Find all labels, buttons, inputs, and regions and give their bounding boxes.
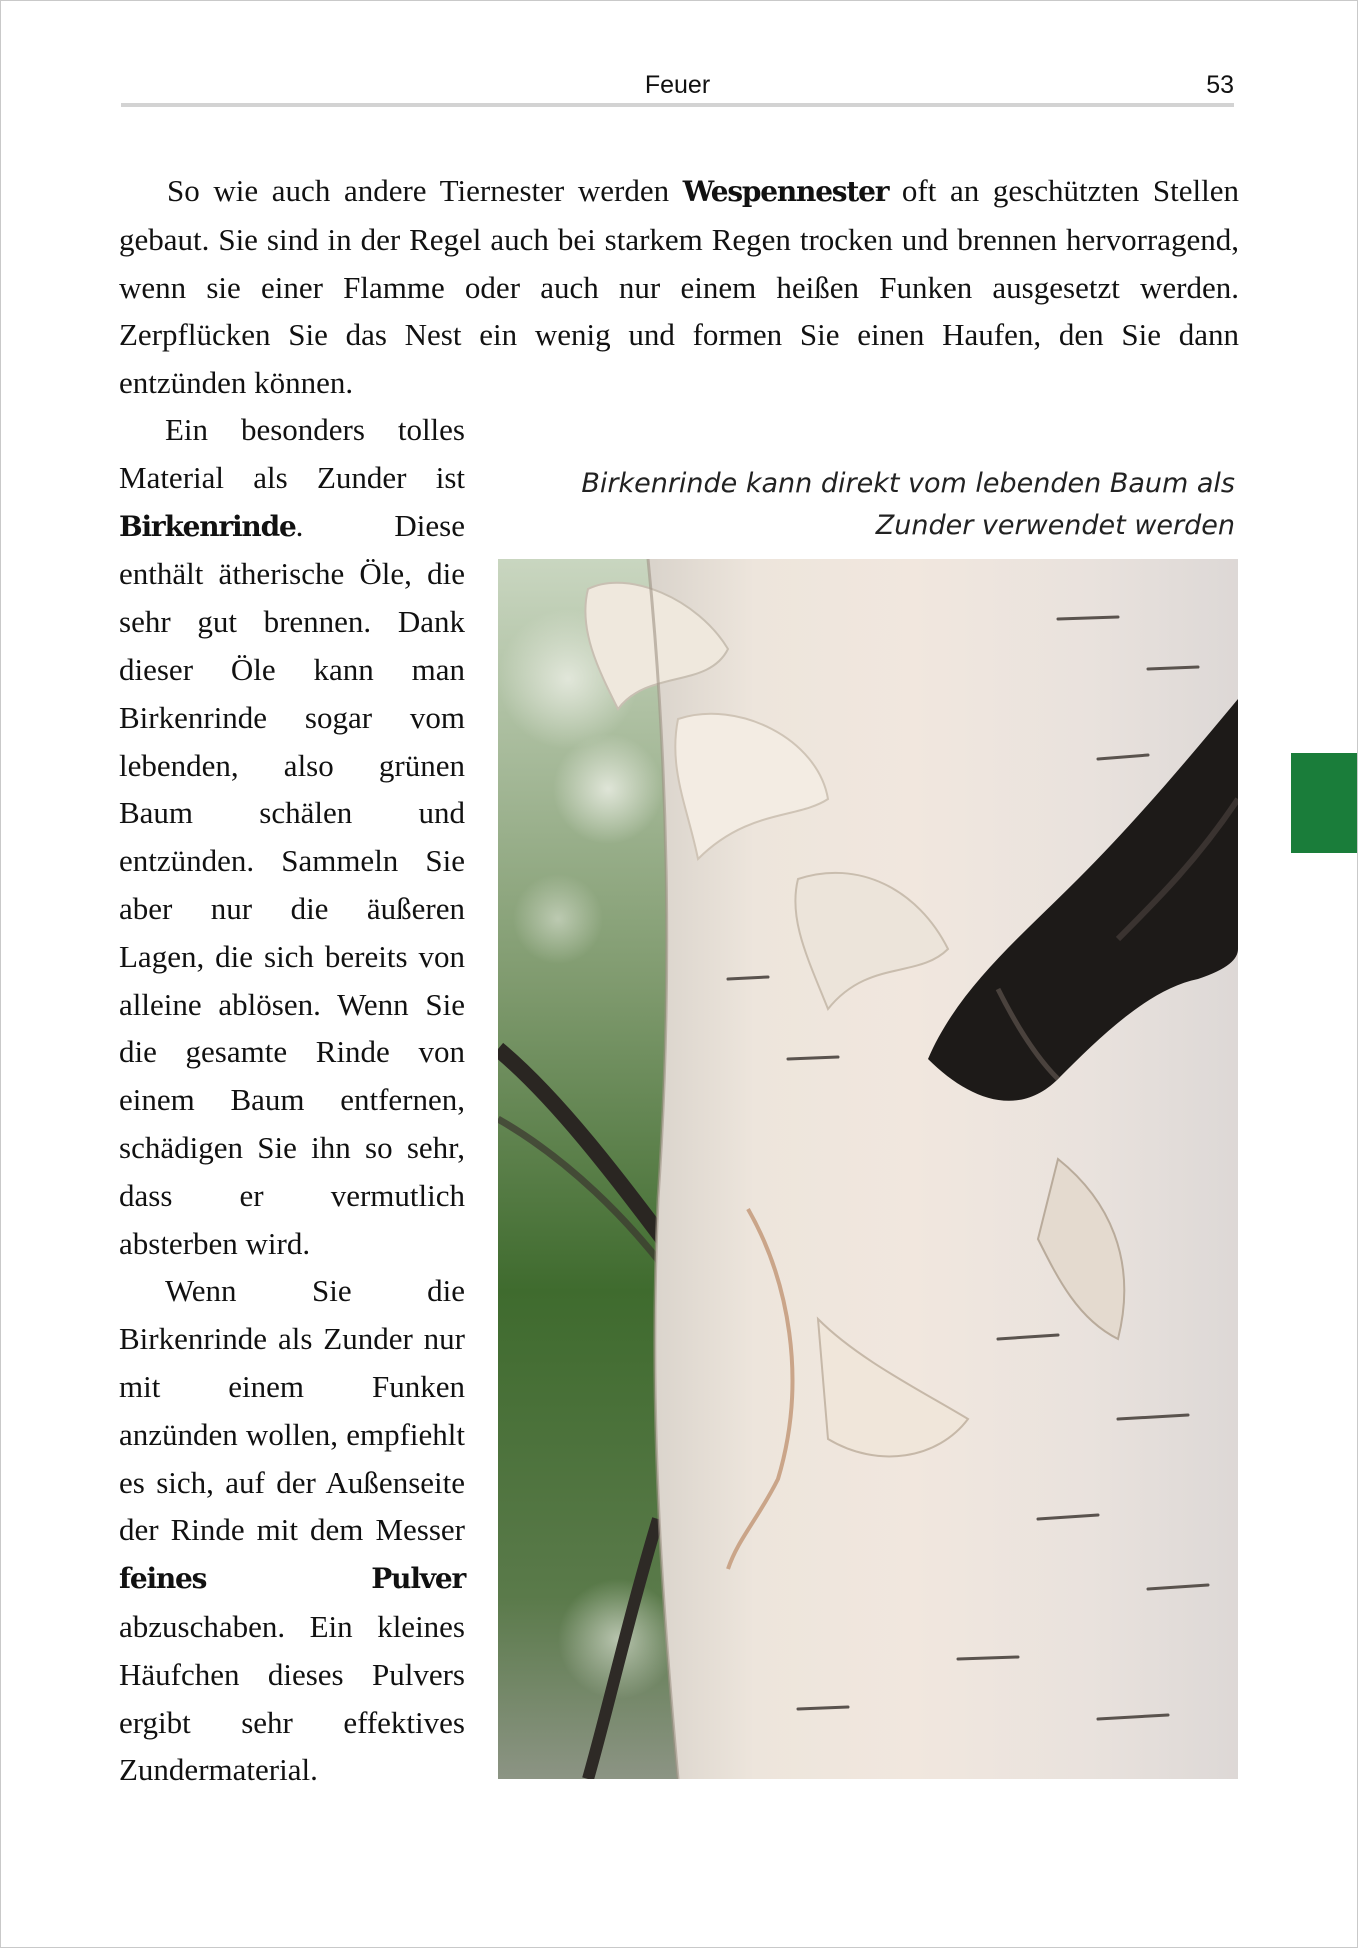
chapter-thumb-tab (1291, 753, 1357, 853)
birch-text-start: Ein besonders tolles Material als Zunder ist (119, 412, 465, 495)
birch-bark-photo (498, 559, 1238, 1779)
intro-text-end: oft an geschützten Stellen gebaut. Sie sind in der Regel auch bei starkem Regen trocken und brennen hervorragend, wenn sie einer Flamme oder auch nur einem heißen Funken ausgesetzt werden. Zerpflücken Sie das Nest ein wenig und formen Sie einen Haufen, den Sie dann entzünden können. (119, 173, 1239, 401)
birch-paragraph (119, 406, 465, 1267)
birch-text-end: . Diese enthält ätherische Öle, die sehr gut brennen. Dank dieser Öle kann man Birkenrinde sogar vom lebenden, also grünen Baum schälen und entzünden. Sammeln Sie aber nur die äußeren Lagen, die sich bereits von alleine ablösen. Wenn Sie die gesamte Rinde von einem Baum entfernen, schädigen Sie ihn so sehr, dass er vermutlich absterben wird. (119, 507, 465, 1261)
figure-caption (501, 463, 1235, 547)
powder-text-start: Wenn Sie die Birkenrinde als Zunder nur mit einem Funken anzünden wollen, empfiehlt es sich, auf der Außenseite der Rinde mit dem Messer (119, 1273, 465, 1548)
caption-line-1: Birkenrinde kann direkt vom lebenden Baum als (581, 468, 1235, 499)
page-number: 53 (1206, 71, 1234, 99)
intro-text-start: So wie auch andere Tiernester werden (167, 173, 683, 208)
keyword-feines-pulver: feines Pulver (119, 1562, 465, 1596)
intro-paragraph (119, 167, 1239, 407)
keyword-birkenrinde: Birkenrinde (119, 509, 296, 543)
powder-text-end: abzuschaben. Ein kleines Häufchen dieses Pulvers ergibt sehr effektives Zundermaterial. (119, 1608, 465, 1788)
section-title: Feuer (644, 71, 711, 99)
left-text-column (119, 406, 465, 1794)
running-head (121, 71, 1234, 107)
caption-line-2: Zunder verwendet werden (875, 510, 1235, 541)
powder-paragraph (119, 1267, 465, 1794)
keyword-wespennester: Wespennester (682, 175, 889, 208)
